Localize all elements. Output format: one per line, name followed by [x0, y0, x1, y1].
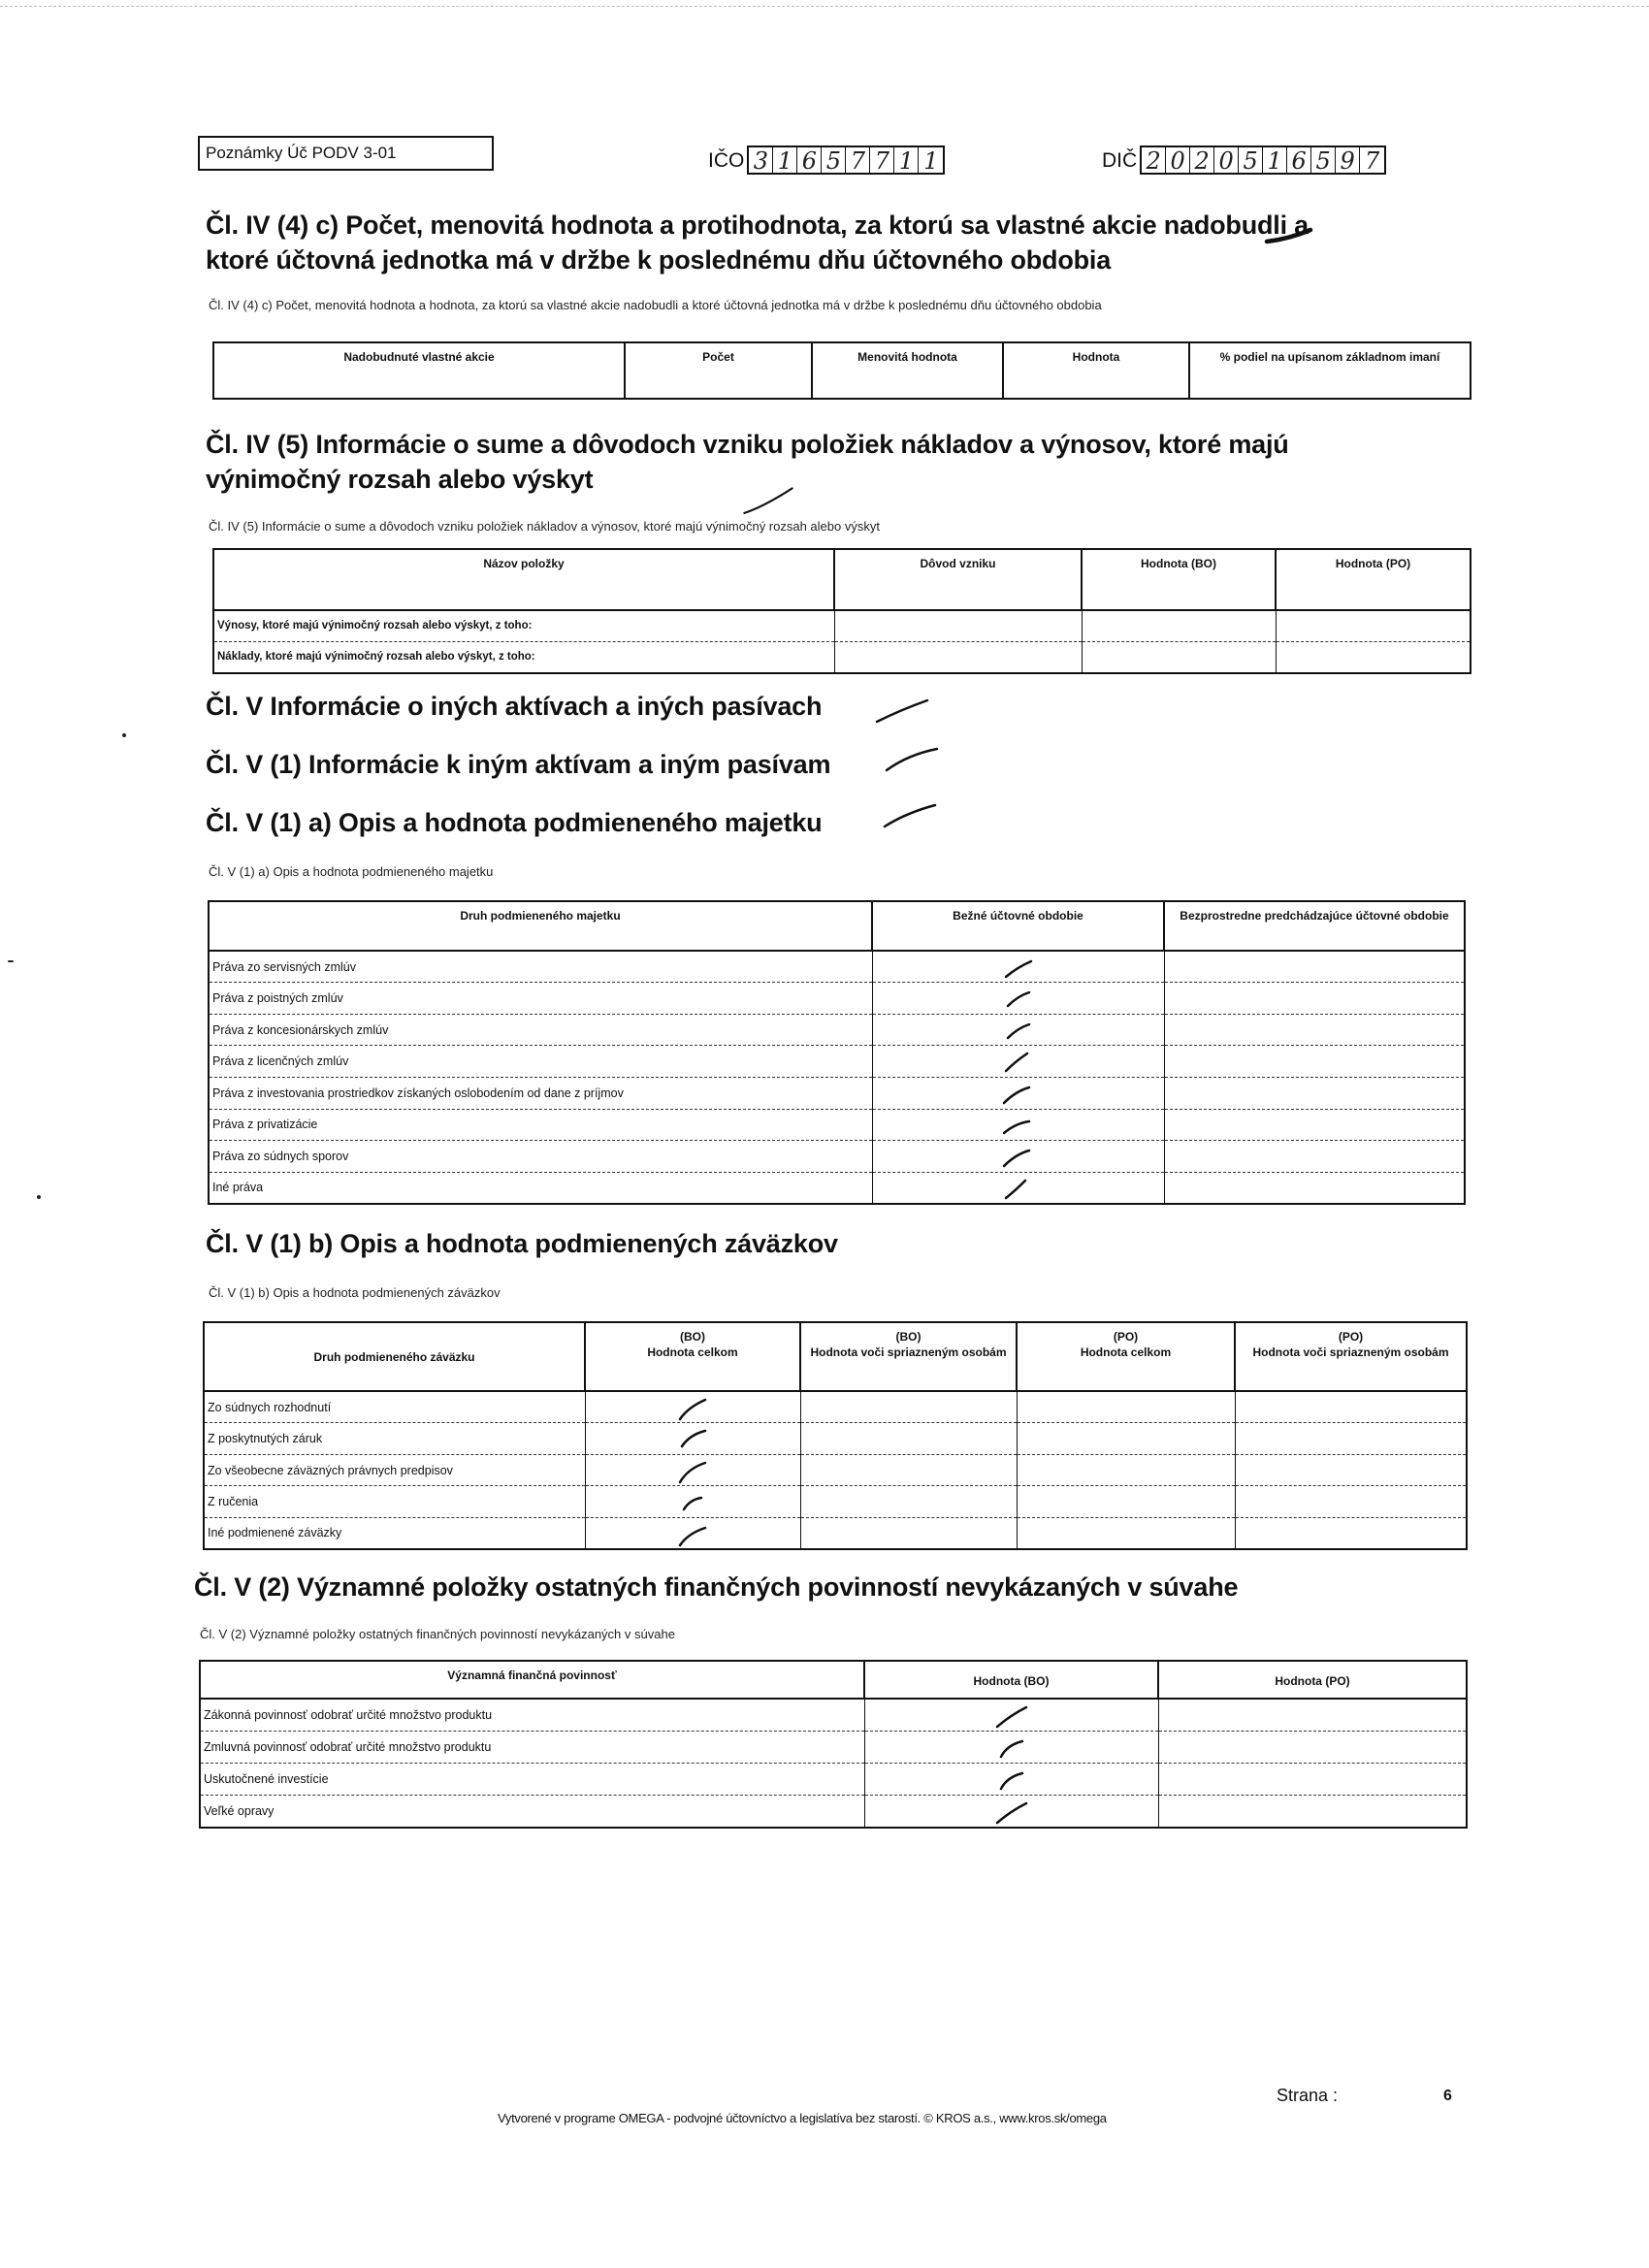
- column-header: Názov položky: [213, 549, 834, 610]
- handwritten-check-icon: [674, 1522, 711, 1547]
- handwritten-check-icon: [674, 1427, 711, 1452]
- current-period-cell[interactable]: [872, 1077, 1164, 1109]
- page-label: Strana :: [1277, 2086, 1339, 2105]
- ico-boxes: [747, 146, 945, 175]
- table-row: [209, 1141, 1465, 1173]
- table-row: [200, 1764, 1467, 1796]
- dic-boxes: [1140, 146, 1386, 175]
- reason-cell[interactable]: [834, 641, 1082, 673]
- handwritten-check-icon: [674, 1459, 711, 1484]
- section-iv5-caption: Čl. IV (5) Informácie o sume a dôvodoch vzniku položiek nákladov a výnosov, ktoré majú výnimočný rozsah alebo výskyt: [209, 519, 880, 534]
- value-bo-cell[interactable]: [864, 1699, 1158, 1731]
- value-po-cell[interactable]: [1276, 641, 1471, 673]
- bo-related-cell[interactable]: [800, 1486, 1017, 1518]
- section-v1a-caption: Čl. V (1) a) Opis a hodnota podmieneného majetku: [209, 864, 494, 879]
- row-label: Práva z licenčných zmlúv: [209, 1046, 872, 1078]
- dic-digit: 1: [1263, 147, 1287, 173]
- dic-label: DIČ: [1102, 149, 1138, 172]
- dic-digit: 0: [1214, 147, 1239, 173]
- bo-total-cell[interactable]: [585, 1454, 800, 1486]
- handwritten-check-icon: [674, 1490, 711, 1515]
- form-id-box: [198, 136, 494, 171]
- table-row: [213, 641, 1471, 673]
- scan-speck: [8, 960, 14, 962]
- column-header: (BO) Hodnota celkom: [585, 1322, 800, 1391]
- dic-digit: 5: [1239, 147, 1263, 173]
- table-row: [209, 983, 1465, 1015]
- section-v1b-heading: Čl. V (1) b) Opis a hodnota podmienených záväzkov: [206, 1229, 838, 1258]
- ico-field: [708, 146, 945, 175]
- value-bo-cell[interactable]: [864, 1764, 1158, 1796]
- ico-digit: 1: [923, 147, 939, 175]
- dic-digit: 7: [1365, 147, 1380, 175]
- own-shares-table: [212, 341, 1471, 400]
- ico-digit: 6: [797, 147, 822, 173]
- table-row: [200, 1699, 1467, 1731]
- handwritten-check-icon: [993, 1703, 1030, 1729]
- table-row: [213, 610, 1471, 642]
- handwritten-check-icon: [1000, 1177, 1037, 1202]
- column-header: Hodnota (PO): [1276, 549, 1471, 610]
- ico-digit: 1: [773, 147, 797, 173]
- handwritten-check-icon: [993, 1735, 1030, 1761]
- bo-total-cell[interactable]: [585, 1517, 800, 1549]
- table-row: [200, 1796, 1467, 1828]
- scan-speck: [122, 733, 126, 737]
- table-header-row: [213, 342, 1471, 399]
- column-header: Hodnota (BO): [864, 1661, 1158, 1699]
- table-row: [209, 1014, 1465, 1046]
- po-related-cell[interactable]: [1235, 1486, 1467, 1518]
- po-total-cell[interactable]: [1017, 1391, 1235, 1423]
- current-period-cell[interactable]: [872, 1109, 1164, 1141]
- value-po-cell[interactable]: [1158, 1764, 1467, 1796]
- dic-digit: 5: [1311, 147, 1336, 173]
- column-header: Bezprostredne predchádzajúce účtovné obdobie: [1164, 901, 1465, 951]
- column-header: (PO) Hodnota voči spriazneným osobám: [1235, 1322, 1467, 1391]
- row-label: Zákonná povinnosť odobrať určité množstvo produktu: [200, 1699, 864, 1731]
- handwritten-mark-icon: [1261, 219, 1300, 239]
- current-period-cell[interactable]: [872, 1046, 1164, 1078]
- table-row: [209, 1109, 1465, 1141]
- row-label: Zmluvná povinnosť odobrať určité množstvo produktu: [200, 1732, 864, 1764]
- handwritten-check-icon: [881, 799, 939, 832]
- column-header: % podiel na upísanom základnom imaní: [1189, 342, 1471, 399]
- previous-period-cell[interactable]: [1164, 983, 1465, 1015]
- dic-digit: 9: [1336, 147, 1360, 173]
- table-header-row: [213, 549, 1471, 610]
- row-label: Práva z koncesionárskych zmlúv: [209, 1014, 872, 1046]
- row-label: Z ručenia: [204, 1486, 585, 1518]
- ico-digit: 1: [894, 147, 919, 173]
- previous-period-cell[interactable]: [1164, 1172, 1465, 1204]
- handwritten-check-icon: [993, 1767, 1030, 1793]
- column-header: (BO) Hodnota voči spriazneným osobám: [800, 1322, 1017, 1391]
- value-bo-cell[interactable]: [1082, 610, 1276, 642]
- po-total-cell[interactable]: [1017, 1454, 1235, 1486]
- page-number: 6: [1443, 2088, 1452, 2104]
- row-label: Práva z privatizácie: [209, 1109, 872, 1141]
- column-header: Druh podmieneného majetku: [209, 901, 872, 951]
- ico-label: IČO: [708, 149, 745, 172]
- dic-field: [1102, 146, 1386, 175]
- handwritten-check-icon: [1000, 987, 1037, 1012]
- dic-digit: 6: [1287, 147, 1311, 173]
- ico-digit: 7: [870, 147, 894, 173]
- bo-total-cell[interactable]: [585, 1423, 800, 1455]
- table-row: [204, 1454, 1467, 1486]
- column-header: Bežné účtovné obdobie: [872, 901, 1164, 951]
- column-header: Druh podmieneného záväzku: [204, 1322, 585, 1391]
- handwritten-check-icon: [1000, 1114, 1037, 1139]
- bo-related-cell[interactable]: [800, 1391, 1017, 1423]
- ico-digit: 5: [822, 147, 846, 173]
- previous-period-cell[interactable]: [1164, 1046, 1465, 1078]
- section-v1-heading: Čl. V (1) Informácie k iným aktívam a iným pasívam: [206, 750, 831, 779]
- po-related-cell[interactable]: [1235, 1454, 1467, 1486]
- value-bo-cell[interactable]: [1082, 641, 1276, 673]
- table-row: [204, 1423, 1467, 1455]
- scan-speck: [37, 1195, 41, 1199]
- reason-cell[interactable]: [834, 610, 1082, 642]
- dic-digit: 2: [1190, 147, 1214, 173]
- table-row: [209, 1077, 1465, 1109]
- handwritten-check-icon: [993, 1799, 1030, 1825]
- value-po-cell[interactable]: [1158, 1796, 1467, 1828]
- value-po-cell[interactable]: [1158, 1699, 1467, 1731]
- table-row: [204, 1517, 1467, 1549]
- table-row: [204, 1486, 1467, 1518]
- po-related-cell[interactable]: [1235, 1517, 1467, 1549]
- po-total-cell[interactable]: [1017, 1423, 1235, 1455]
- section-v1b-caption: Čl. V (1) b) Opis a hodnota podmienených záväzkov: [209, 1285, 501, 1300]
- exceptional-items-table: [212, 548, 1471, 674]
- section-iv4c-caption: Čl. IV (4) c) Počet, menovitá hodnota a hodnota, za ktorú sa vlastné akcie nadobudli a ktoré účtovná jednotka má v držbe k poslednému dňu účtovného obdobia: [209, 298, 1102, 312]
- row-label: Práva z poistných zmlúv: [209, 983, 872, 1015]
- row-label: Uskutočnené investície: [200, 1764, 864, 1796]
- previous-period-cell[interactable]: [1164, 1014, 1465, 1046]
- table-row: [209, 951, 1465, 983]
- row-label: Iné podmienené záväzky: [204, 1517, 585, 1549]
- current-period-cell[interactable]: [872, 1172, 1164, 1204]
- section-iv5-heading: Čl. IV (5) Informácie o sume a dôvodoch vzniku položiek nákladov a výnosov, ktoré majú výnimočný rozsah alebo výskyt: [206, 430, 1289, 494]
- row-label: Zo všeobecne záväzných právnych predpisov: [204, 1454, 585, 1486]
- section-v1a-heading: Čl. V (1) a) Opis a hodnota podmieneného majetku: [206, 808, 823, 837]
- previous-period-cell[interactable]: [1164, 951, 1465, 983]
- row-label: Iné práva: [209, 1172, 872, 1204]
- bo-related-cell[interactable]: [800, 1454, 1017, 1486]
- handwritten-check-icon: [674, 1396, 711, 1421]
- row-label: Výnosy, ktoré majú výnimočný rozsah alebo výskyt, z toho:: [213, 610, 834, 642]
- contingent-assets-table: [208, 900, 1466, 1205]
- row-label: Z poskytnutých záruk: [204, 1423, 585, 1455]
- table-row: [204, 1391, 1467, 1423]
- table-row: [209, 1046, 1465, 1078]
- bo-related-cell[interactable]: [800, 1423, 1017, 1455]
- column-header: Hodnota: [1003, 342, 1189, 399]
- value-bo-cell[interactable]: [864, 1732, 1158, 1764]
- handwritten-check-icon: [1000, 1145, 1037, 1170]
- column-header: Významná finančná povinnosť: [200, 1661, 864, 1699]
- table-header-row: [200, 1661, 1467, 1699]
- bo-total-cell[interactable]: [585, 1391, 800, 1423]
- column-header: Hodnota (BO): [1082, 549, 1276, 610]
- po-related-cell[interactable]: [1235, 1391, 1467, 1423]
- current-period-cell[interactable]: [872, 1141, 1164, 1173]
- table-row: [200, 1732, 1467, 1764]
- section-v2-heading: Čl. V (2) Významné položky ostatných finančných povinností nevykázaných v súvahe: [194, 1572, 1239, 1602]
- section-v2-caption: Čl. V (2) Významné položky ostatných finančných povinností nevykázaných v súvahe: [200, 1627, 675, 1641]
- handwritten-check-icon: [1000, 956, 1037, 981]
- handwritten-check-icon: [1000, 1050, 1037, 1075]
- value-bo-cell[interactable]: [864, 1796, 1158, 1828]
- row-label: Zo súdnych rozhodnutí: [204, 1391, 585, 1423]
- financial-obligations-table: [199, 1660, 1468, 1829]
- dic-digit: 2: [1142, 147, 1166, 173]
- current-period-cell[interactable]: [872, 1014, 1164, 1046]
- row-label: Práva z investovania prostriedkov získaných oslobodením od dane z príjmov: [209, 1077, 872, 1109]
- table-row: [209, 1172, 1465, 1204]
- column-header: Počet: [625, 342, 812, 399]
- previous-period-cell[interactable]: [1164, 1141, 1465, 1173]
- ico-digit: 3: [749, 147, 773, 173]
- handwritten-check-icon: [883, 743, 941, 776]
- column-header: (PO) Hodnota celkom: [1017, 1322, 1235, 1391]
- bo-total-cell[interactable]: [585, 1486, 800, 1518]
- table-header-row: [204, 1322, 1467, 1391]
- column-header: Dôvod vzniku: [834, 549, 1082, 610]
- bo-related-cell[interactable]: [800, 1517, 1017, 1549]
- section-v-heading: Čl. V Informácie o iných aktívach a iných pasívach: [206, 692, 823, 721]
- value-po-cell[interactable]: [1158, 1732, 1467, 1764]
- column-header: Menovitá hodnota: [812, 342, 1003, 399]
- previous-period-cell[interactable]: [1164, 1077, 1465, 1109]
- ico-digit: 7: [846, 147, 870, 173]
- po-related-cell[interactable]: [1235, 1423, 1467, 1455]
- contingent-liabilities-table: [203, 1321, 1468, 1550]
- form-id: Poznámky Úč PODV 3-01: [206, 144, 397, 162]
- row-label: Práva zo súdnych sporov: [209, 1141, 872, 1173]
- row-label: Veľké opravy: [200, 1796, 864, 1828]
- previous-period-cell[interactable]: [1164, 1109, 1465, 1141]
- column-header: Nadobudnuté vlastné akcie: [213, 342, 625, 399]
- row-label: Náklady, ktoré majú výnimočný rozsah alebo výskyt, z toho:: [213, 641, 834, 673]
- dic-digit: 0: [1166, 147, 1190, 173]
- generated-by-footer: Vytvorené v programe OMEGA - podvojné účtovníctvo a legislatíva bez starostí. © KROS a.s., www.kros.sk/omega: [498, 2111, 1107, 2125]
- table-header-row: [209, 901, 1465, 951]
- column-header: Hodnota (PO): [1158, 1661, 1467, 1699]
- row-label: Práva zo servisných zmlúv: [209, 951, 872, 983]
- section-iv4c-heading: Čl. IV (4) c) Počet, menovitá hodnota a protihodnota, za ktorú sa vlastné akcie nadobudli a ktoré účtovná jednotka má v držbe k poslednému dňu účtovného obdobia: [206, 211, 1309, 275]
- po-total-cell[interactable]: [1017, 1517, 1235, 1549]
- current-period-cell[interactable]: [872, 983, 1164, 1015]
- handwritten-check-icon: [1000, 1082, 1037, 1107]
- scan-edge-line: [0, 6, 1649, 7]
- po-total-cell[interactable]: [1017, 1486, 1235, 1518]
- current-period-cell[interactable]: [872, 951, 1164, 983]
- handwritten-check-icon: [1000, 1019, 1037, 1044]
- value-po-cell[interactable]: [1276, 610, 1471, 642]
- handwritten-check-icon: [873, 695, 931, 728]
